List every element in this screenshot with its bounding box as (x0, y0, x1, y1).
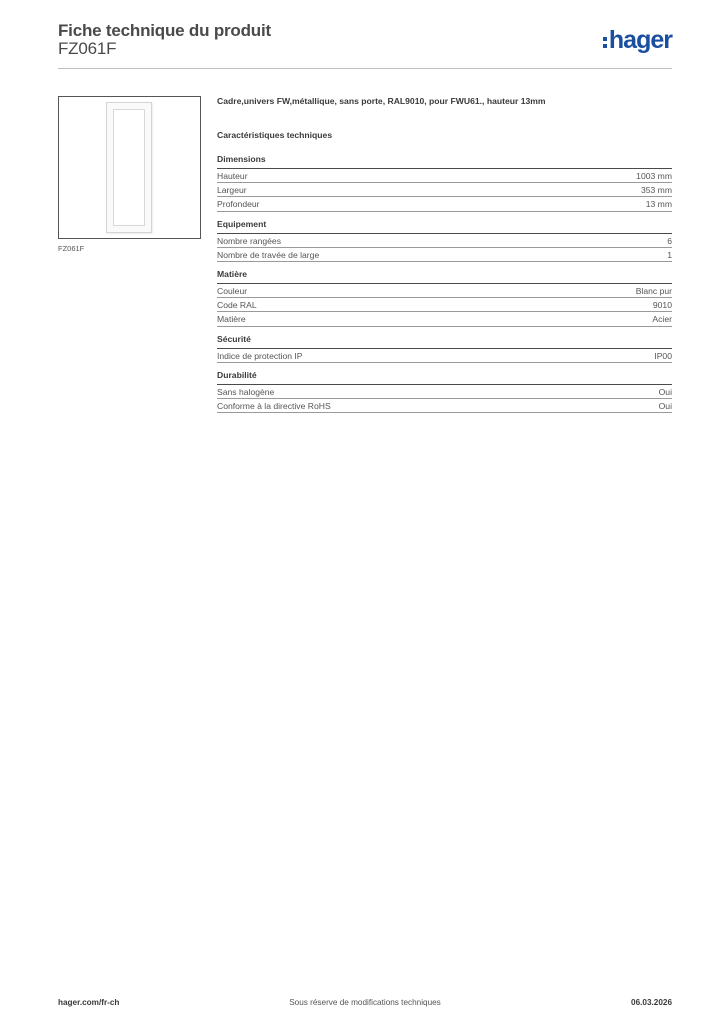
spec-row (217, 169, 672, 183)
spec-row (217, 284, 672, 298)
spec-group-matiere (217, 269, 672, 327)
footer-date: 06.03.2026 (631, 998, 672, 1007)
group-title: Dimensions (217, 154, 672, 169)
spec-row (217, 399, 672, 413)
spec-value: 1 (667, 249, 672, 260)
spec-label: Sans halogène (217, 386, 275, 397)
group-title: Matière (217, 269, 672, 284)
page-title: Fiche technique du produit (58, 21, 271, 40)
spec-group-securite (217, 334, 672, 363)
spec-label: Couleur (217, 285, 248, 296)
product-reference: FZ061F (58, 39, 117, 58)
frame-illustration (106, 102, 152, 233)
spec-group-dimensions (217, 154, 672, 212)
image-caption: FZ061F (58, 244, 85, 253)
footer-website-link[interactable]: hager.com/fr-ch (58, 998, 120, 1007)
spec-group-equipement (217, 219, 672, 262)
logo-dots-icon (603, 37, 607, 48)
spec-row (217, 197, 672, 211)
group-title: Sécurité (217, 334, 672, 349)
specification-panel (217, 96, 672, 420)
spec-value: 6 (667, 235, 672, 246)
group-title: Equipement (217, 219, 672, 234)
spec-value: Oui (658, 400, 672, 411)
spec-label: Matière (217, 314, 246, 325)
spec-group-durabilite (217, 370, 672, 413)
logo-text: hager (608, 26, 672, 54)
spec-label: Nombre de travée de large (217, 249, 320, 260)
spec-row (217, 183, 672, 197)
spec-label: Nombre rangées (217, 235, 282, 246)
product-description: Cadre,univers FW,métallique, sans porte, RAL9010, pour FWU61., hauteur 13mm (217, 96, 546, 106)
spec-label: Profondeur (217, 199, 260, 210)
product-image (58, 96, 201, 239)
spec-value: 1003 mm (636, 171, 672, 181)
header-divider (58, 68, 672, 69)
spec-value: Acier (652, 314, 672, 325)
spec-label: Conforme à la directive RoHS (217, 400, 331, 411)
spec-value: Blanc pur (635, 285, 672, 296)
footer-disclaimer: Sous réserve de modifications techniques (289, 998, 441, 1007)
spec-value: 13 mm (645, 199, 672, 210)
spec-label: Largeur (217, 185, 247, 196)
spec-row (217, 298, 672, 312)
spec-value: IP00 (654, 350, 672, 361)
section-title: Caractéristiques techniques (217, 130, 333, 140)
spec-row (217, 385, 672, 399)
spec-value: 353 mm (640, 185, 672, 196)
spec-label: Hauteur (217, 171, 248, 181)
spec-row (217, 248, 672, 262)
spec-row (217, 234, 672, 248)
spec-row (217, 349, 672, 363)
hager-logo (603, 28, 672, 53)
group-title: Durabilité (217, 370, 672, 385)
spec-row (217, 312, 672, 326)
spec-value: 9010 (652, 300, 672, 311)
spec-value: Oui (658, 386, 672, 397)
spec-label: Indice de protection IP (217, 350, 303, 361)
spec-label: Code RAL (217, 300, 257, 311)
